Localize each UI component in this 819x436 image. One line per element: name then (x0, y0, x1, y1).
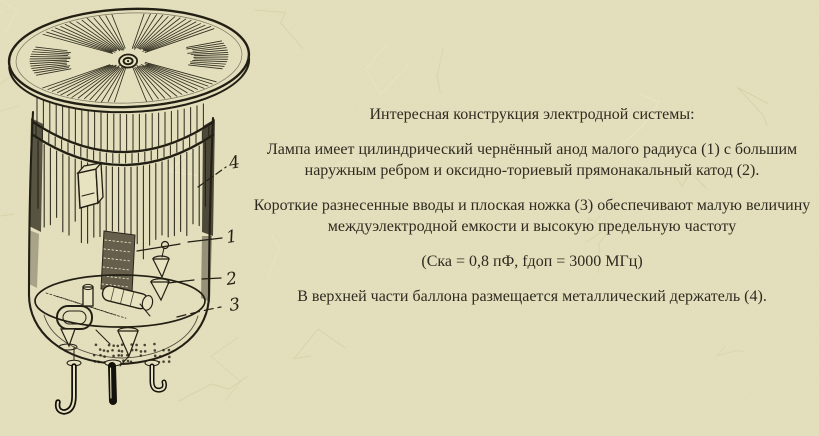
callout-label-4: 4 (227, 152, 242, 174)
bulb-shadow-left (29, 230, 39, 288)
pin-left (58, 366, 74, 412)
paragraph-holder: В верхней части баллона размещается металлический держатель (4). (297, 288, 767, 305)
callout-label-1: 1 (224, 226, 239, 248)
tube-illustration (0, 0, 260, 436)
callout-label-3: 3 (227, 294, 242, 316)
paragraph-anode-line-2: наружным ребром и оксидно-ториевый прямонакальный катод (2). (304, 162, 760, 179)
leader-2 (168, 278, 221, 283)
holder-box (78, 163, 103, 208)
disc-radiator (7, 5, 250, 116)
paragraph-leads-stem (251, 195, 813, 237)
anode-rib-upper-arc (33, 122, 213, 152)
anode-rib-lower-arc (33, 135, 213, 165)
formula-capacitance-frequency: (Ска = 0,8 пФ, fдоп = 3000 МГц) (421, 253, 643, 270)
paragraph-anode-cathode (251, 139, 813, 181)
anode-rib-hatch (36, 126, 209, 163)
callout-label-2: 2 (224, 268, 239, 290)
text-column (251, 104, 813, 321)
leader-3 (177, 307, 221, 317)
pin-middle (112, 366, 113, 401)
cathode-lead-cones (151, 242, 169, 301)
title: Интересная конструкция электродной системы: (369, 106, 695, 123)
paragraph-leads-line-1: Короткие разнесенные вводы и плоская ножка (3) обеспечивают малую величину (253, 197, 811, 214)
cathode-stem-slab (101, 231, 135, 293)
tube-pins (58, 366, 165, 412)
paragraph-anode-line-1: Лампа имеет цилиндрический чернённый анод малого радиуса (1) с большим (266, 141, 798, 158)
paragraph-leads-line-2: междуэлектродной емкости и высокую предельную частоту (327, 218, 737, 235)
